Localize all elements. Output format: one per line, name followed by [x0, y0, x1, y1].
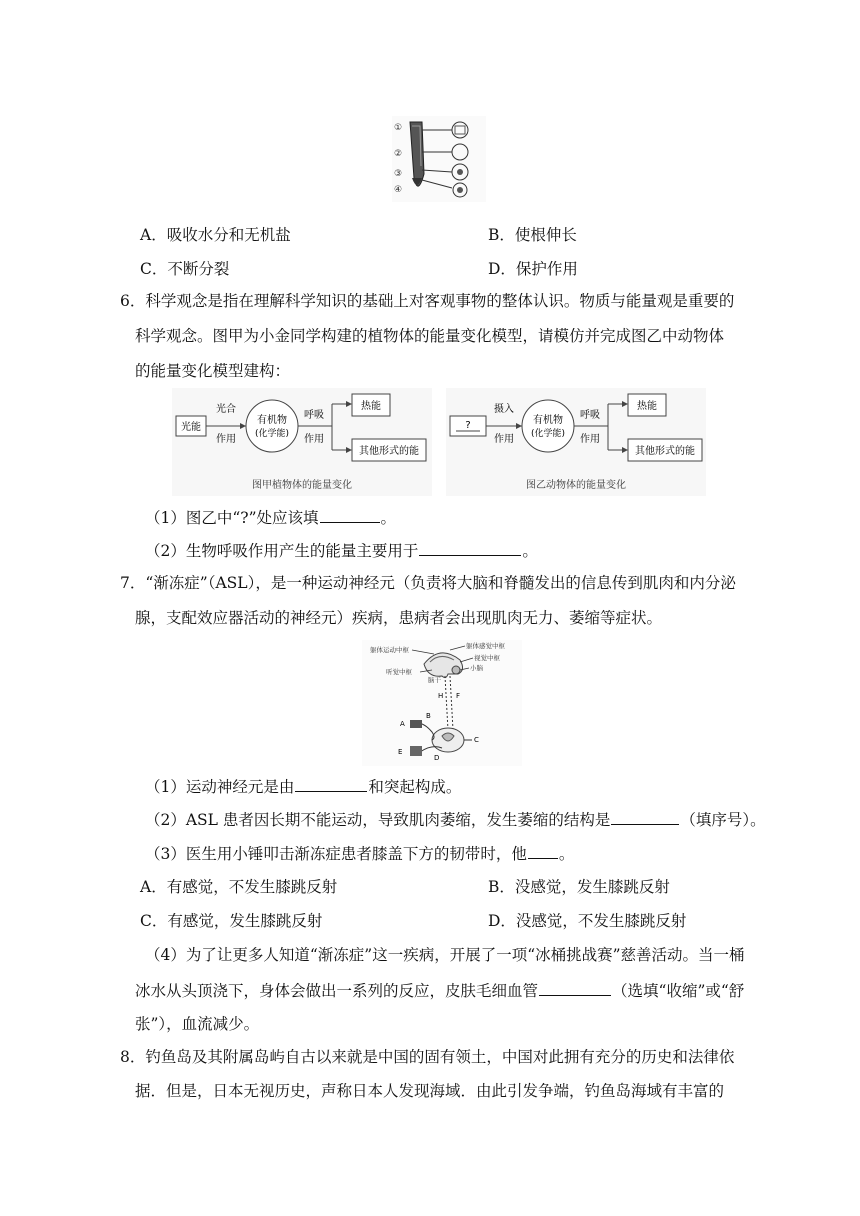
q7-option-d: D．没感觉，不发生膝跳反射	[488, 912, 687, 930]
plant-caption: 图甲植物体的能量变化	[252, 480, 352, 491]
label-motor-center: 躯体运动中枢	[370, 646, 409, 654]
q7-sub4-line3: 张”），血流减少。	[135, 1015, 260, 1033]
q6-sub1-end: 。	[380, 509, 397, 527]
q7-sub1-text: （1）运动神经元是由	[145, 778, 295, 796]
q6-sub1	[145, 506, 396, 529]
q7-sub4-blank[interactable]	[539, 979, 611, 996]
label-d: D	[434, 754, 440, 762]
q7-sub1-blank[interactable]	[295, 775, 367, 792]
animal-arrow2-top: 呼吸	[580, 410, 600, 421]
animal-out2-label: 其他形式的能	[635, 446, 695, 457]
q7-option-c: C．有感觉，发生膝跳反射	[140, 912, 323, 930]
q7-sub1-end: 和突起构成。	[368, 778, 462, 796]
plant-energy-diagram	[172, 388, 432, 496]
label-visual-center: 视觉中枢	[474, 654, 500, 662]
q8-stem-line1: 8．钓鱼岛及其附属岛屿自古以来就是中国的固有领土，中国对此拥有充分的历史和法律依	[120, 1048, 735, 1066]
q7-sub3-text: （3）医生用小锤叩击渐冻症患者膝盖下方的韧带时，他	[145, 845, 527, 863]
label-sensory-center: 躯体感觉中枢	[466, 642, 505, 650]
plant-arrow2-bottom: 作用	[304, 434, 324, 445]
q7-sub2-end: （填序号）。	[680, 811, 766, 829]
label-brainstem: 脑干	[428, 676, 441, 684]
q5-option-d: D．保护作用	[488, 260, 578, 278]
plant-out2-label: 其他形式的能	[359, 446, 419, 457]
animal-out1-label: 热能	[637, 401, 657, 412]
q6-sub2	[145, 539, 538, 562]
plant-arrow2-top: 呼吸	[304, 410, 324, 421]
animal-energy-diagram	[446, 388, 706, 496]
q7-sub3	[145, 842, 574, 865]
label-a: A	[400, 720, 405, 728]
root-label-3: ③	[394, 169, 403, 179]
q5-option-b: B．使根伸长	[488, 226, 577, 244]
root-label-1: ①	[394, 123, 403, 133]
q5-option-c: C．不断分裂	[140, 260, 230, 278]
root-tip-figure	[392, 116, 486, 202]
q6-stem-line2: 科学观念。图甲为小金同学构建的植物体的能量变化模型，请模仿并完成图乙中动物体	[135, 327, 725, 345]
plant-out1-label: 热能	[361, 401, 381, 412]
q8-stem-line2: 据．但是，日本无视历史，声称日本人发现海域．由此引发争端，钓鱼岛海域有丰富的	[135, 1082, 725, 1100]
q6-stem-line3: 的能量变化模型建构：	[135, 362, 291, 380]
q7-sub4-choices: （选填“收缩”或“舒	[612, 982, 745, 1000]
animal-circle-line2: (化学能)	[530, 429, 566, 439]
label-h: H	[438, 692, 444, 700]
q7-sub4-text: 冰水从头顶浇下，身体会做出一系列的反应，皮肤毛细血管	[135, 982, 539, 1000]
animal-arrow1-bottom: 作用	[494, 434, 514, 445]
root-label-2: ②	[394, 149, 403, 159]
animal-input-label: ?	[465, 420, 471, 431]
animal-arrow1-top: 摄入	[494, 404, 514, 415]
q7-sub3-blank[interactable]	[528, 842, 558, 859]
plant-arrow1-top: 光合	[216, 404, 236, 415]
q6-sub2-text: （2）生物呼吸作用产生的能量主要用于	[145, 542, 419, 560]
label-c: C	[474, 736, 479, 744]
label-b: B	[426, 712, 431, 720]
label-auditory-center: 听觉中枢	[386, 668, 412, 676]
animal-circle-line1: 有机物	[533, 415, 563, 426]
q6-sub1-text: （1）图乙中“?”处应该填	[145, 509, 319, 527]
q7-sub4-line1: （4）为了让更多人知道“渐冻症”这一疾病，开展了一项“冰桶挑战赛”慈善活动。当一桶	[145, 946, 745, 964]
q7-sub1	[145, 775, 461, 798]
q7-stem-line2: 腺，支配效应器活动的神经元）疾病，患病者会出现肌肉无力、萎缩等症状。	[135, 609, 663, 627]
q6-sub2-end: 。	[522, 542, 538, 560]
nervous-system-figure	[362, 640, 522, 766]
q7-sub2-text: （2）ASL 患者因长期不能运动，导致肌肉萎缩，发生萎缩的结构是	[145, 811, 611, 829]
q6-sub1-blank[interactable]	[320, 506, 380, 523]
animal-caption: 图乙动物体的能量变化	[526, 480, 626, 491]
label-cerebellum: 小脑	[470, 664, 483, 672]
q5-option-a: A．吸收水分和无机盐	[140, 226, 291, 244]
root-label-4: ④	[394, 185, 403, 195]
plant-input-label: 光能	[181, 422, 201, 433]
q7-sub2	[145, 808, 766, 831]
q7-option-b: B．没感觉，发生膝跳反射	[488, 878, 670, 896]
q7-stem-line1: 7．“渐冻症”（ASL），是一种运动神经元（负责将大脑和脊髓发出的信息传到肌肉和内分泌	[120, 574, 736, 592]
q7-sub4-line2	[135, 979, 744, 1002]
animal-arrow2-bottom: 作用	[580, 434, 600, 445]
plant-circle-line1: 有机物	[257, 415, 287, 426]
label-e: E	[398, 748, 403, 756]
plant-arrow1-bottom: 作用	[216, 434, 236, 445]
q7-sub3-end: 。	[558, 845, 575, 863]
plant-circle-line2: (化学能)	[254, 429, 290, 439]
q7-sub2-blank[interactable]	[611, 808, 679, 825]
label-f: F	[456, 692, 461, 700]
q7-option-a: A．有感觉，不发生膝跳反射	[140, 878, 338, 896]
q6-stem-line1: 6．科学观念是指在理解科学知识的基础上对客观事物的整体认识。物质与能量观是重要的	[120, 292, 735, 310]
q6-sub2-blank[interactable]	[419, 539, 521, 556]
